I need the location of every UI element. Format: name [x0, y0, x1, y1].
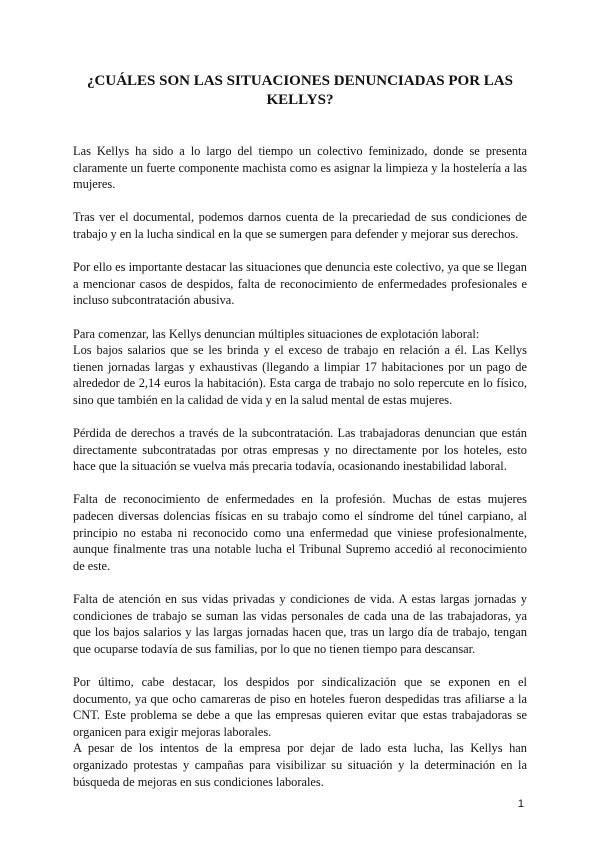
- paragraph-subcontracting: Pérdida de derechos a través de la subcontratación. Las trabajadoras denuncian que están directamente subcontratadas por otras empresas y no directamente por los hoteles, esto hace que la situación se vuelva más precaria todavía, ocasionando inestabilidad laboral.: [73, 426, 527, 474]
- paragraph-dismissals: Por último, cabe destacar, los despidos por sindicalización que se exponen en el documento, ya que ocho camareras de piso en hoteles fueron despedidas tras afiliarse a la CNT. Este problema se debe a que las empresas quieren evitar que estas trabajadoras se organicen para exigir mejoras laborales.: [73, 675, 527, 739]
- paragraph-documental: Tras ver el documental, podemos darnos cuenta de la precariedad de sus condiciones de trabajo y en la lucha sindical en la que se sumergen para defender y mejorar sus derechos.: [73, 210, 527, 241]
- page-title: ¿CUÁLES SON LAS SITUACIONES DENUNCIADAS POR LAS KELLYS?: [87, 73, 513, 108]
- paragraph-private-life: Falta de atención en sus vidas privadas y condiciones de vida. A estas largas jornadas y condiciones de trabajo se suman las vidas personales de cada una de las trabajadoras, ya que los bajos salarios y las largas jornadas hacen que, tras un largo día de trabajo, tengan que ocuparse todavía de sus familias, por lo que no tienen tiempo para descansar.: [73, 592, 527, 656]
- paragraph-illness-recognition: Falta de reconocimiento de enfermedades en la profesión. Muchas de estas mujeres padecen diversas dolencias físicas en su trabajo como el síndrome del túnel carpiano, al principio no estaba ni reconocido como una enfermedad que viniese profesionalmente, aunque finalmente tras una notable lucha el Tribunal Supremo accedió al reconocimiento de este.: [73, 492, 527, 573]
- paragraph-importance: Por ello es importante destacar las situaciones que denuncia este colectivo, ya que se llegan a mencionar casos de despidos, falta de reconocimiento de enfermedades profesionales e incluso subcontratación abusiva.: [73, 260, 527, 308]
- page-number: 1: [517, 798, 524, 810]
- document-body: [73, 143, 527, 807]
- paragraph-intro: Las Kellys ha sido a lo largo del tiempo un colectivo feminizado, donde se presenta claramente un fuerte componente machista como es asignar la limpieza y la hostelería a las mujeres.: [73, 144, 527, 192]
- paragraph-list-intro: Para comenzar, las Kellys denuncian múltiples situaciones de explotación laboral:: [73, 326, 480, 341]
- paragraph-low-salaries: Los bajos salarios que se les brinda y el exceso de trabajo en relación a él. Las Kellys tienen jornadas largas y exhaustivas (llegando a limpiar 17 habitaciones por un pago de alrededor de 2,14 euros la habitación). Esta carga de trabajo no solo repercute en lo físico, sino que también en la calidad de vida y en la salud mental de estas mujeres.: [73, 343, 527, 407]
- paragraph-conclusion: A pesar de los intentos de la empresa por dejar de lado esta lucha, las Kellys han organizado protestas y campañas para visibilizar su situación y la determinación en la búsqueda de mejoras en sus condiciones laborales.: [73, 741, 527, 789]
